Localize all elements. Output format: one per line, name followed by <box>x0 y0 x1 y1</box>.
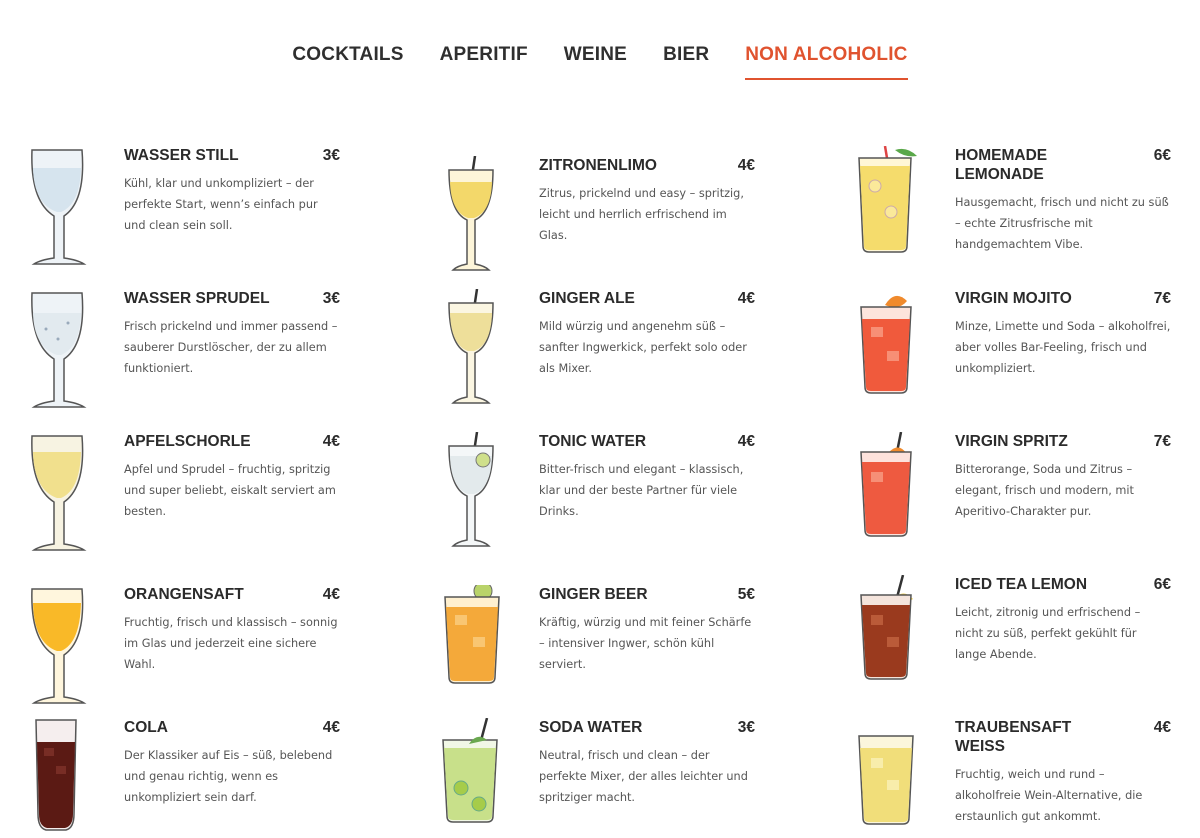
item-description: Leicht, zitronig und erfrischend – nicht zu süß, perfekt gekühlt für lange Abende. <box>955 606 1141 661</box>
item-price: 6€ <box>1153 147 1171 164</box>
item-name: ORANGENSAFT <box>124 586 244 603</box>
virgin-spritz-glass-icon <box>855 432 935 558</box>
cola-glass-icon <box>24 718 104 838</box>
item-price: 3€ <box>322 147 340 164</box>
item-name: WASSER SPRUDEL <box>124 290 270 307</box>
virgin-mojito-glass-icon <box>855 289 935 415</box>
wine-glass-sparkling-water-icon <box>24 289 104 415</box>
item-name: VIRGIN MOJITO <box>955 290 1072 307</box>
menu-item <box>439 432 799 562</box>
menu-item <box>855 146 1200 276</box>
tab-aperitif[interactable]: APERITIF <box>439 44 528 65</box>
item-name: TRAUBENSAFT WEISS <box>955 719 1072 755</box>
item-name: APFELSCHORLE <box>124 433 251 450</box>
item-description: Der Klassiker auf Eis – süß, belebend und genau richtig, wenn es unkompliziert sein darf. <box>124 749 333 804</box>
tab-cocktails[interactable]: COCKTAILS <box>292 44 404 65</box>
lemonade-glass-icon <box>855 146 935 272</box>
item-price: 5€ <box>737 586 755 603</box>
menu-item <box>439 156 799 286</box>
item-name: TONIC WATER <box>539 433 647 450</box>
item-price: 3€ <box>737 719 755 736</box>
category-tabs <box>0 44 1200 80</box>
item-description: Fruchtig, frisch und klassisch – sonnig im Glas und jederzeit eine sichere Wahl. <box>124 616 338 671</box>
drinks-menu <box>0 128 1200 838</box>
menu-item <box>855 432 1200 562</box>
menu-item <box>24 585 384 715</box>
item-price: 3€ <box>322 290 340 307</box>
item-description: Hausgemacht, frisch und nicht zu süß – echte Zitrusfrische mit handgemachtem Vibe. <box>955 196 1169 251</box>
item-price: 4€ <box>737 433 755 450</box>
item-price: 4€ <box>322 719 340 736</box>
item-name: VIRGIN SPRITZ <box>955 433 1068 450</box>
item-name: ICED TEA LEMON <box>955 576 1088 593</box>
white-grape-juice-glass-icon <box>855 718 935 838</box>
item-description: Mild würzig und angenehm süß – sanfter Ingwerkick, perfekt solo oder als Mixer. <box>539 320 747 375</box>
menu-item <box>24 718 384 838</box>
menu-item <box>24 146 384 276</box>
item-price: 7€ <box>1153 433 1171 450</box>
item-price: 4€ <box>1153 719 1171 736</box>
menu-item <box>855 289 1200 419</box>
menu-item <box>855 718 1200 838</box>
item-price: 4€ <box>737 290 755 307</box>
item-name: GINGER BEER <box>539 586 648 603</box>
item-description: Apfel und Sprudel – fruchtig, spritzig und super beliebt, eiskalt serviert am besten. <box>124 463 336 518</box>
menu-item <box>24 289 384 419</box>
item-description: Minze, Limette und Soda – alkoholfrei, aber volles Bar-Feeling, frisch und unkompliziert. <box>955 320 1171 375</box>
item-description: Neutral, frisch und clean – der perfekte Mixer, der alles leichter und spritziger macht. <box>539 749 748 804</box>
item-name: GINGER ALE <box>539 290 635 307</box>
wine-glass-water-icon <box>24 146 104 272</box>
item-description: Kühl, klar und unkompliziert – der perfekte Start, wenn’s einfach pur und clean sein soll. <box>124 177 318 232</box>
wine-glass-apple-spritzer-icon <box>24 432 104 558</box>
item-name: COLA <box>124 719 168 736</box>
item-price: 7€ <box>1153 290 1171 307</box>
item-price: 4€ <box>737 157 755 174</box>
menu-item <box>439 289 799 419</box>
tab-non-alcoholic[interactable]: NON ALCOHOLIC <box>745 44 907 80</box>
item-name: HOMEMADE LEMONADE <box>955 147 1048 183</box>
iced-tea-glass-icon <box>855 575 935 701</box>
item-price: 6€ <box>1153 576 1171 593</box>
item-price: 4€ <box>322 433 340 450</box>
tab-weine[interactable]: WEINE <box>563 44 628 65</box>
wine-glass-orange-juice-icon <box>24 585 104 711</box>
item-description: Bitterorange, Soda und Zitrus – elegant, frisch und modern, mit Aperitivo-Charakter pur. <box>955 463 1134 518</box>
item-name: SODA WATER <box>539 719 643 736</box>
soda-water-glass-icon <box>439 718 519 838</box>
lemon-soda-glass-icon <box>439 156 519 282</box>
tab-bier[interactable]: BIER <box>663 44 710 65</box>
item-description: Kräftig, würzig und mit feiner Schärfe – intensiver Ingwer, schön kühl serviert. <box>539 616 752 671</box>
ginger-ale-glass-icon <box>439 289 519 415</box>
item-name: WASSER STILL <box>124 147 239 164</box>
menu-item <box>24 432 384 562</box>
tonic-water-glass-icon <box>439 432 519 558</box>
ginger-beer-glass-icon <box>439 585 519 711</box>
menu-item <box>439 718 799 838</box>
item-description: Zitrus, prickelnd und easy – spritzig, leicht und herrlich erfrischend im Glas. <box>539 187 744 242</box>
item-description: Frisch prickelnd und immer passend – sauberer Durstlöscher, der zu allem funktioniert. <box>124 320 338 375</box>
item-price: 4€ <box>322 586 340 603</box>
menu-item <box>855 575 1200 705</box>
item-description: Fruchtig, weich und rund – alkoholfreie Wein-Alternative, die erstaunlich gut ankommt. <box>955 768 1143 823</box>
item-name: ZITRONENLIMO <box>539 157 657 174</box>
item-description: Bitter-frisch und elegant – klassisch, klar und der beste Partner für viele Drinks. <box>539 463 744 518</box>
menu-item <box>439 585 799 715</box>
